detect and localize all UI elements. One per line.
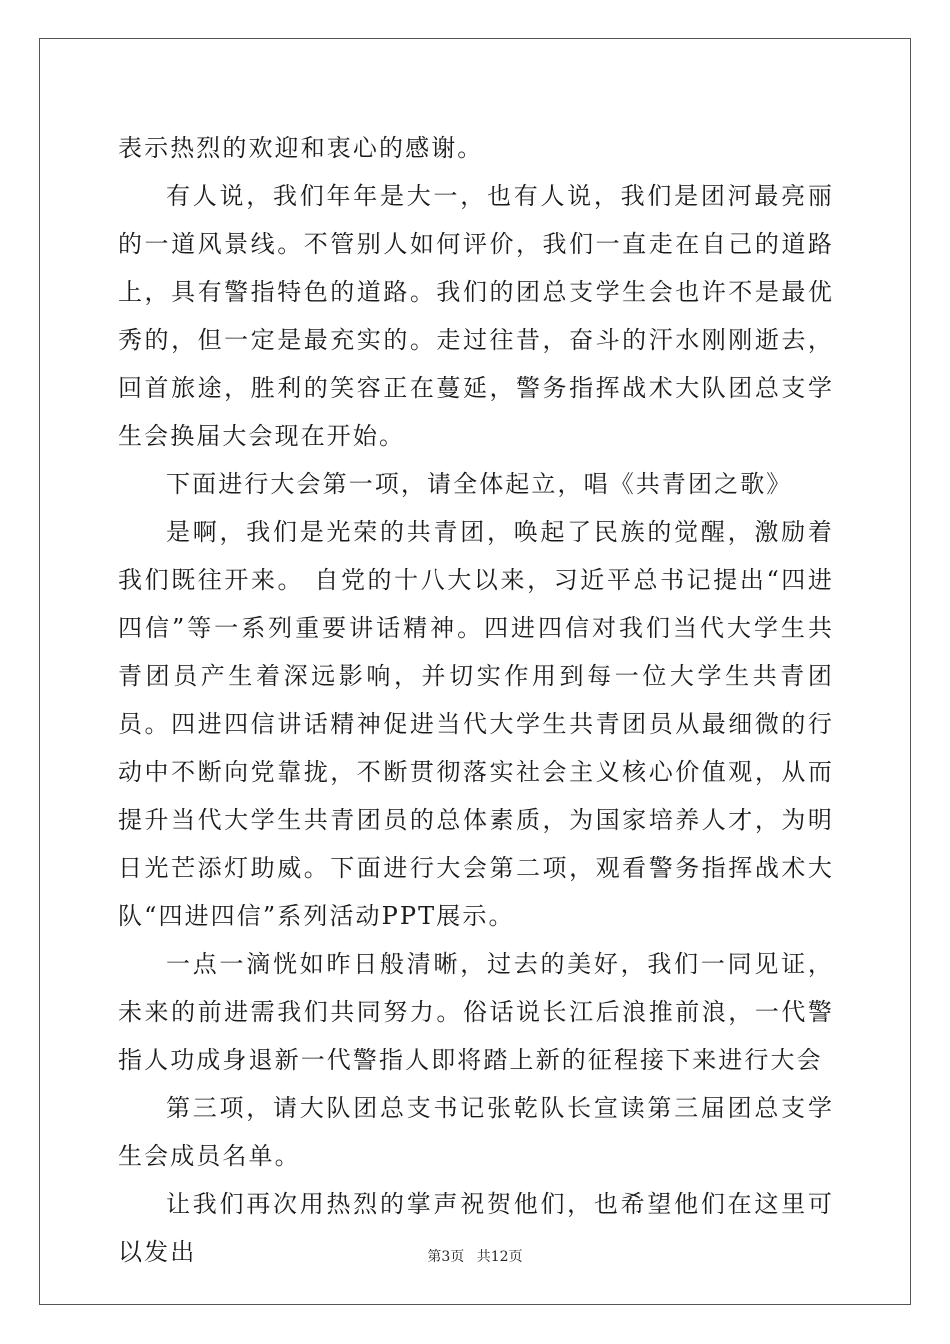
paragraph-7: 让我们再次用热烈的掌声祝贺他们，也希望他们在这里可以发出 (118, 1190, 834, 1266)
page-number: 第3页 (427, 1249, 465, 1265)
paragraph-1: 表示热烈的欢迎和衷心的感谢。 (118, 134, 484, 162)
page-footer (0, 1247, 950, 1267)
paragraph-3: 下面进行大会第一项，请全体起立，唱《共青团之歌》 (166, 470, 793, 498)
paragraph-5: 一点一滴恍如昨日般清晰，过去的美好，我们一同见证，未来的前进需我们共同努力。俗话说长江后浪推前浪，一代警指人功成身退新一代警指人即将踏上新的征程接下来进行大会 (118, 950, 834, 1074)
page-total: 共12页 (476, 1249, 523, 1265)
paragraph-6: 第三项，请大队团总支书记张乾队长宣读第三届团总支学生会成员名单。 (118, 1094, 834, 1170)
paragraph-2: 有人说，我们年年是大一，也有人说，我们是团河最亮丽的一道风景线。不管别人如何评价，我们一直走在自己的道路上，具有警指特色的道路。我们的团总支学生会也许不是最优秀的，但一定是最充实的。走过往昔，奋斗的汗水刚刚逝去，回首旅途，胜利的笑容正在蔓延，警务指挥战术大队团总支学生会换届大会现在开始。 (118, 182, 834, 450)
document-body (118, 124, 834, 1276)
paragraph-4: 是啊，我们是光荣的共青团，唤起了民族的觉醒，激励着我们既往开来。 自党的十八大以来，习近平总书记提出“四进四信”等一系列重要讲话精神。四进四信对我们当代大学生共青团员产生着深远影响，并切实作用到每一位大学生共青团员。四进四信讲话精神促进当代大学生共青团员从最细微的行动中不断向党靠拢，不断贯彻落实社会主义核心价值观，从而提升当代大学生共青团员的总体素质，为国家培养人才，为明日光芒添灯助威。下面进行大会第二项，观看警务指挥战术大队“四进四信”系列活动PPT展示。 (118, 518, 834, 930)
